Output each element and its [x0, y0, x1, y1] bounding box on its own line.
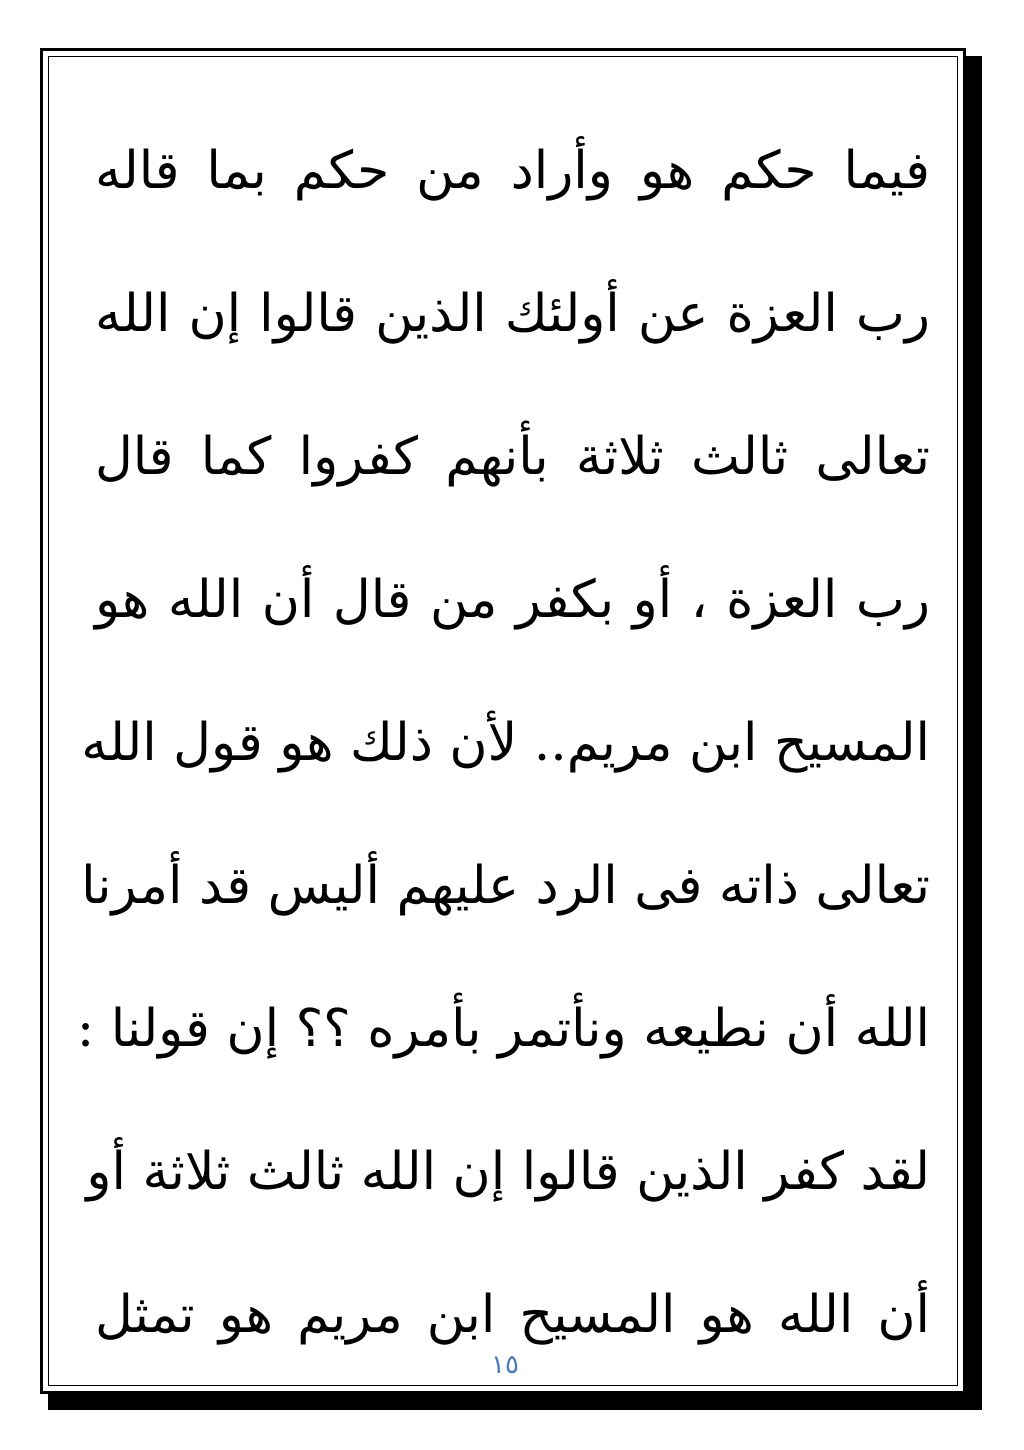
text-line-4: رب العزة ، أو بكفر من قال أن الله هو	[95, 570, 930, 630]
text-line-2: رب العزة عن أولئك الذين قالوا إن الله	[95, 284, 930, 344]
body-text	[76, 100, 930, 1387]
text-line-9: أن الله هو المسيح ابن مريم هو تمثل	[95, 1285, 930, 1345]
text-line-8: لقد كفر الذين قالوا إن الله ثالث ثلاثة أو	[86, 1142, 930, 1202]
text-line-1: فيما حكم هو وأراد من حكم بما قاله	[95, 141, 930, 201]
page-number: ١٥	[491, 1350, 519, 1380]
text-line-3: تعالى ثالث ثلاثة بأنهم كفروا كما قال	[95, 427, 930, 487]
text-line-6: تعالى ذاته فى الرد عليهم أليس قد أمرنا	[81, 856, 930, 916]
text-line-7: الله أن نطيعه ونأتمر بأمره ؟؟ إن قولنا :	[76, 999, 930, 1059]
text-line-5: المسيح ابن مريم.. لأن ذلك هو قول الله	[81, 713, 930, 773]
